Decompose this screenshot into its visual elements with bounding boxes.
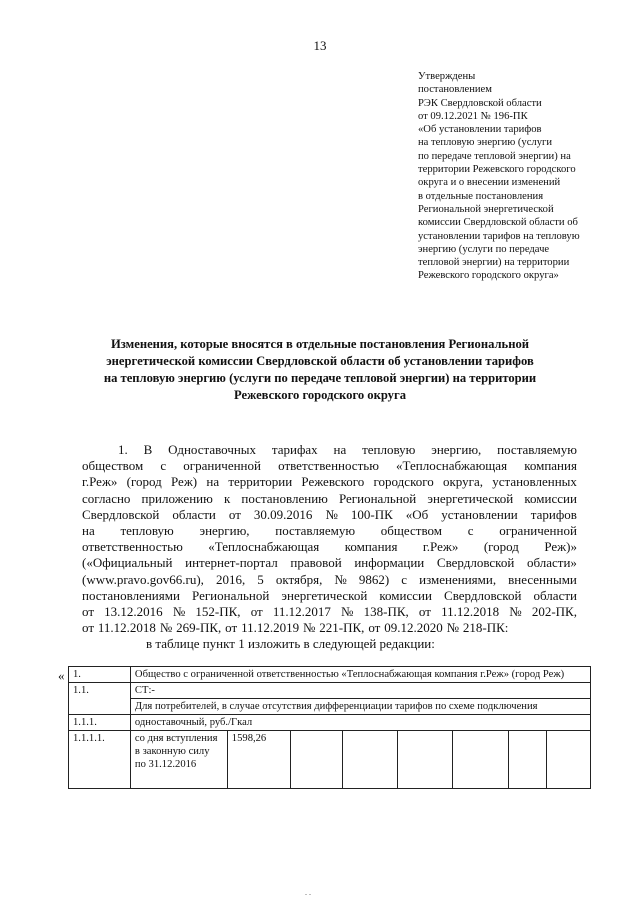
paragraph-word: Свердловской [436, 555, 515, 571]
paragraph-word: комиссии [379, 587, 432, 603]
table-row [69, 667, 591, 683]
paragraph-word: Реж)» [544, 539, 577, 555]
row-number: 1.1. [69, 683, 131, 715]
paragraph-word: компания [344, 539, 398, 555]
paragraph-word: № [302, 620, 316, 636]
paragraph-word: на [333, 442, 347, 457]
paragraph-line [82, 604, 577, 620]
paragraph-word: № [159, 620, 173, 636]
paragraph-word: г.Реж» [422, 539, 459, 555]
paragraph-word: на [82, 523, 95, 539]
paragraph-word: 11.12.2018 [441, 604, 500, 620]
paragraph-word: 30.09.2016 [253, 506, 313, 522]
paragraph-word: приложению [141, 490, 213, 506]
empty-cell [290, 731, 342, 789]
title-line: Режевского городского округа [234, 388, 406, 402]
paragraph-word: «Теплоснабжающая [208, 539, 320, 555]
paragraph-word: внесенными [508, 571, 577, 587]
paragraph-word: интернет-портал [185, 555, 278, 571]
paragraph-word: Свердловской [82, 506, 160, 522]
paragraph-line [82, 491, 577, 507]
paragraph-word: ответственностью [82, 539, 183, 555]
paragraph-word: (город [126, 474, 162, 490]
paragraph-word: Реж) [170, 474, 198, 490]
main-paragraph [82, 442, 577, 653]
paragraph-word: тепловую [120, 523, 174, 539]
opening-quote-mark: « [58, 668, 65, 683]
paragraph-word: октября, [275, 571, 323, 587]
paragraph-word: от [228, 506, 241, 522]
title-line: на тепловую энергию (услуги по передаче тепловой энергии) на территории [103, 371, 537, 385]
paragraph-line [82, 458, 577, 474]
paragraph-word: 221-ПК, [319, 620, 365, 636]
paragraph-line [82, 474, 577, 490]
paragraph-word: № [334, 571, 347, 587]
paragraph-line [82, 620, 577, 636]
approval-line: от 09.12.2021 № 196-ПК [418, 110, 528, 122]
approval-line: энергию (услуги по передаче [418, 243, 550, 255]
paragraph-word: от [250, 604, 263, 620]
title-line: Изменения, которые вносятся в отдельные постановления Региональной [110, 337, 530, 351]
table-row [69, 683, 591, 699]
approval-line: тепловой энергии) на территории [418, 257, 570, 269]
row-number: 1. [69, 667, 131, 683]
paragraph-word: энергетической [427, 490, 514, 506]
empty-cell [547, 731, 591, 789]
paragraph-word: от [418, 604, 431, 620]
approval-line: Региональной энергетической [418, 203, 554, 215]
tariff-type: одноставочный, руб./Гкал [130, 715, 590, 731]
paragraph-word: от [82, 620, 95, 636]
table-row [69, 699, 591, 715]
paragraph-word: № [446, 620, 460, 636]
paragraph-word: В [143, 442, 153, 457]
paragraph-word: энергию, [199, 523, 250, 539]
tariff-value-cell: 1598,26 [227, 731, 290, 789]
period-cell: со дня вступления в законную силу по 31.12.2016 [130, 731, 227, 789]
paragraph-word: тепловую [362, 442, 416, 457]
paragraph-word: («Официальный [82, 555, 173, 571]
paragraph-word: 202-ПК, [531, 604, 577, 620]
paragraph-word: 269-ПК, [176, 620, 222, 636]
paragraph-word: 9862) [358, 571, 390, 587]
paragraph-line [82, 507, 577, 523]
empty-cell [509, 731, 547, 789]
paragraph-word: 5 [257, 571, 264, 587]
paragraph-word: энергетической [281, 587, 368, 603]
paragraph-word: постановлению [241, 490, 328, 506]
empty-cell [453, 731, 509, 789]
paragraph-word: от [225, 620, 238, 636]
paragraph-lead-in: в таблице пункт 1 изложить в следующей редакции: [146, 636, 435, 652]
paragraph-word: (город [483, 539, 519, 555]
paragraph-word: 11.12.2017 [272, 604, 331, 620]
paragraph-word: Режевского [301, 474, 365, 490]
approval-line: «Об установлении тарифов [418, 124, 542, 136]
paragraph-word: поставляемую [497, 442, 577, 457]
system-code: СТ:- [130, 683, 590, 699]
paragraph-word: округа, [442, 474, 483, 490]
approval-line: Режевского городского округа» [418, 270, 559, 282]
approval-line: по передаче тепловой энергии) на [418, 150, 571, 162]
document-title [60, 336, 580, 404]
paragraph-word: 138-ПК, [363, 604, 409, 620]
approval-line: РЭК Свердловской области [418, 97, 542, 109]
paragraph-word: 100-ПК [350, 506, 393, 522]
paragraph-word: № [325, 506, 338, 522]
approval-line: Утверждены [418, 71, 476, 82]
paragraph-word: установлении [441, 506, 518, 522]
paragraph-word: области [172, 506, 216, 522]
paragraph-word: 2016, [215, 571, 246, 587]
paragraph-word: Региональной [338, 490, 417, 506]
paragraph-word: № [509, 604, 522, 620]
row-number: 1.1.1.1. [69, 731, 131, 789]
paragraph-word: области [533, 587, 577, 603]
table-row [69, 715, 591, 731]
tariff-table [68, 666, 591, 789]
paragraph-line [82, 539, 577, 555]
paragraph-word: № [172, 604, 186, 620]
paragraph-word: 09.12.2020 [384, 620, 443, 636]
approval-line: на тепловую энергию (услуги [418, 137, 553, 149]
paragraph-word: от [82, 604, 95, 620]
paragraph-line [82, 555, 577, 571]
paragraph-word: с [401, 571, 408, 587]
paragraph-word: с [160, 458, 167, 474]
paragraph-word: от [368, 620, 381, 636]
paragraph-word: тарифах [271, 442, 318, 457]
paragraph-word: Одноставочных [168, 442, 257, 457]
approval-line: территории Режевского городского [418, 164, 576, 176]
table-row [69, 731, 591, 789]
paragraph-word: энергию, [431, 442, 482, 457]
paragraph-word: г.Реж» [82, 474, 118, 490]
paragraph-word: к [223, 490, 231, 506]
row-number: 1.1.1. [69, 715, 131, 731]
paragraph-line [82, 572, 577, 588]
empty-cell [398, 731, 453, 789]
approval-line: в отдельные постановления [418, 190, 544, 202]
footer-dots: . . [305, 888, 311, 897]
paragraph-word: ответственностью [278, 458, 379, 474]
approval-block [418, 70, 628, 283]
paragraph-word: 152-ПК, [195, 604, 241, 620]
paragraph-word: постановлениями [82, 587, 180, 603]
paragraph-word: 1. [118, 442, 128, 457]
paragraph-word: 218-ПК: [462, 620, 509, 636]
paragraph-line [82, 442, 577, 458]
paragraph-word: ограниченной [499, 523, 577, 539]
approval-line: округа и о внесении изменений [418, 177, 561, 189]
paragraph-word: ограниченной [183, 458, 261, 474]
paragraph-line [82, 588, 577, 604]
paragraph-word: «Теплоснабжающая [396, 458, 508, 474]
paragraph-word: 11.12.2019 [241, 620, 300, 636]
paragraph-word: 13.12.2016 [104, 604, 163, 620]
paragraph-word: тарифов [530, 506, 577, 522]
paragraph-word: территории [228, 474, 293, 490]
paragraph-word: «Об [405, 506, 429, 522]
paragraph-word: 11.12.2018 [97, 620, 156, 636]
paragraph-word: обществом [380, 523, 442, 539]
paragraph-word: области» [526, 555, 577, 571]
paragraph-word: информации [354, 555, 425, 571]
title-line: энергетической комиссии Свердловской области об установлении тарифов [106, 354, 534, 368]
paragraph-word: на [206, 474, 220, 490]
page-number: 13 [313, 38, 327, 53]
paragraph-word: изменениями, [419, 571, 497, 587]
approval-line: комиссии Свердловской области об [418, 217, 578, 229]
approval-line: постановлением [418, 84, 492, 96]
paragraph-word: установленных [492, 474, 577, 490]
paragraph-word: правовой [290, 555, 342, 571]
paragraph-word: поставляемую [275, 523, 356, 539]
paragraph-word: согласно [82, 490, 131, 506]
paragraph-word: Региональной [192, 587, 270, 603]
paragraph-word: (www.pravo.gov66.ru), [82, 571, 204, 587]
consumer-category: Для потребителей, в случае отсутствия дифференциации тарифов по схеме подключения [130, 699, 590, 715]
organization-name: Общество с ограниченной ответственностью «Теплоснабжающая компания г.Реж» (город Реж) [130, 667, 590, 683]
paragraph-word: № [341, 604, 354, 620]
paragraph-word: городского [373, 474, 434, 490]
paragraph-word: комиссии [524, 490, 577, 506]
paragraph-word: компания [524, 458, 577, 474]
approval-line: установлении тарифов на тепловую [418, 230, 580, 242]
empty-cell [342, 731, 398, 789]
paragraph-word: обществом [82, 458, 144, 474]
paragraph-word: с [467, 523, 474, 539]
paragraph-line [82, 523, 577, 539]
paragraph-word: Свердловской [444, 587, 522, 603]
